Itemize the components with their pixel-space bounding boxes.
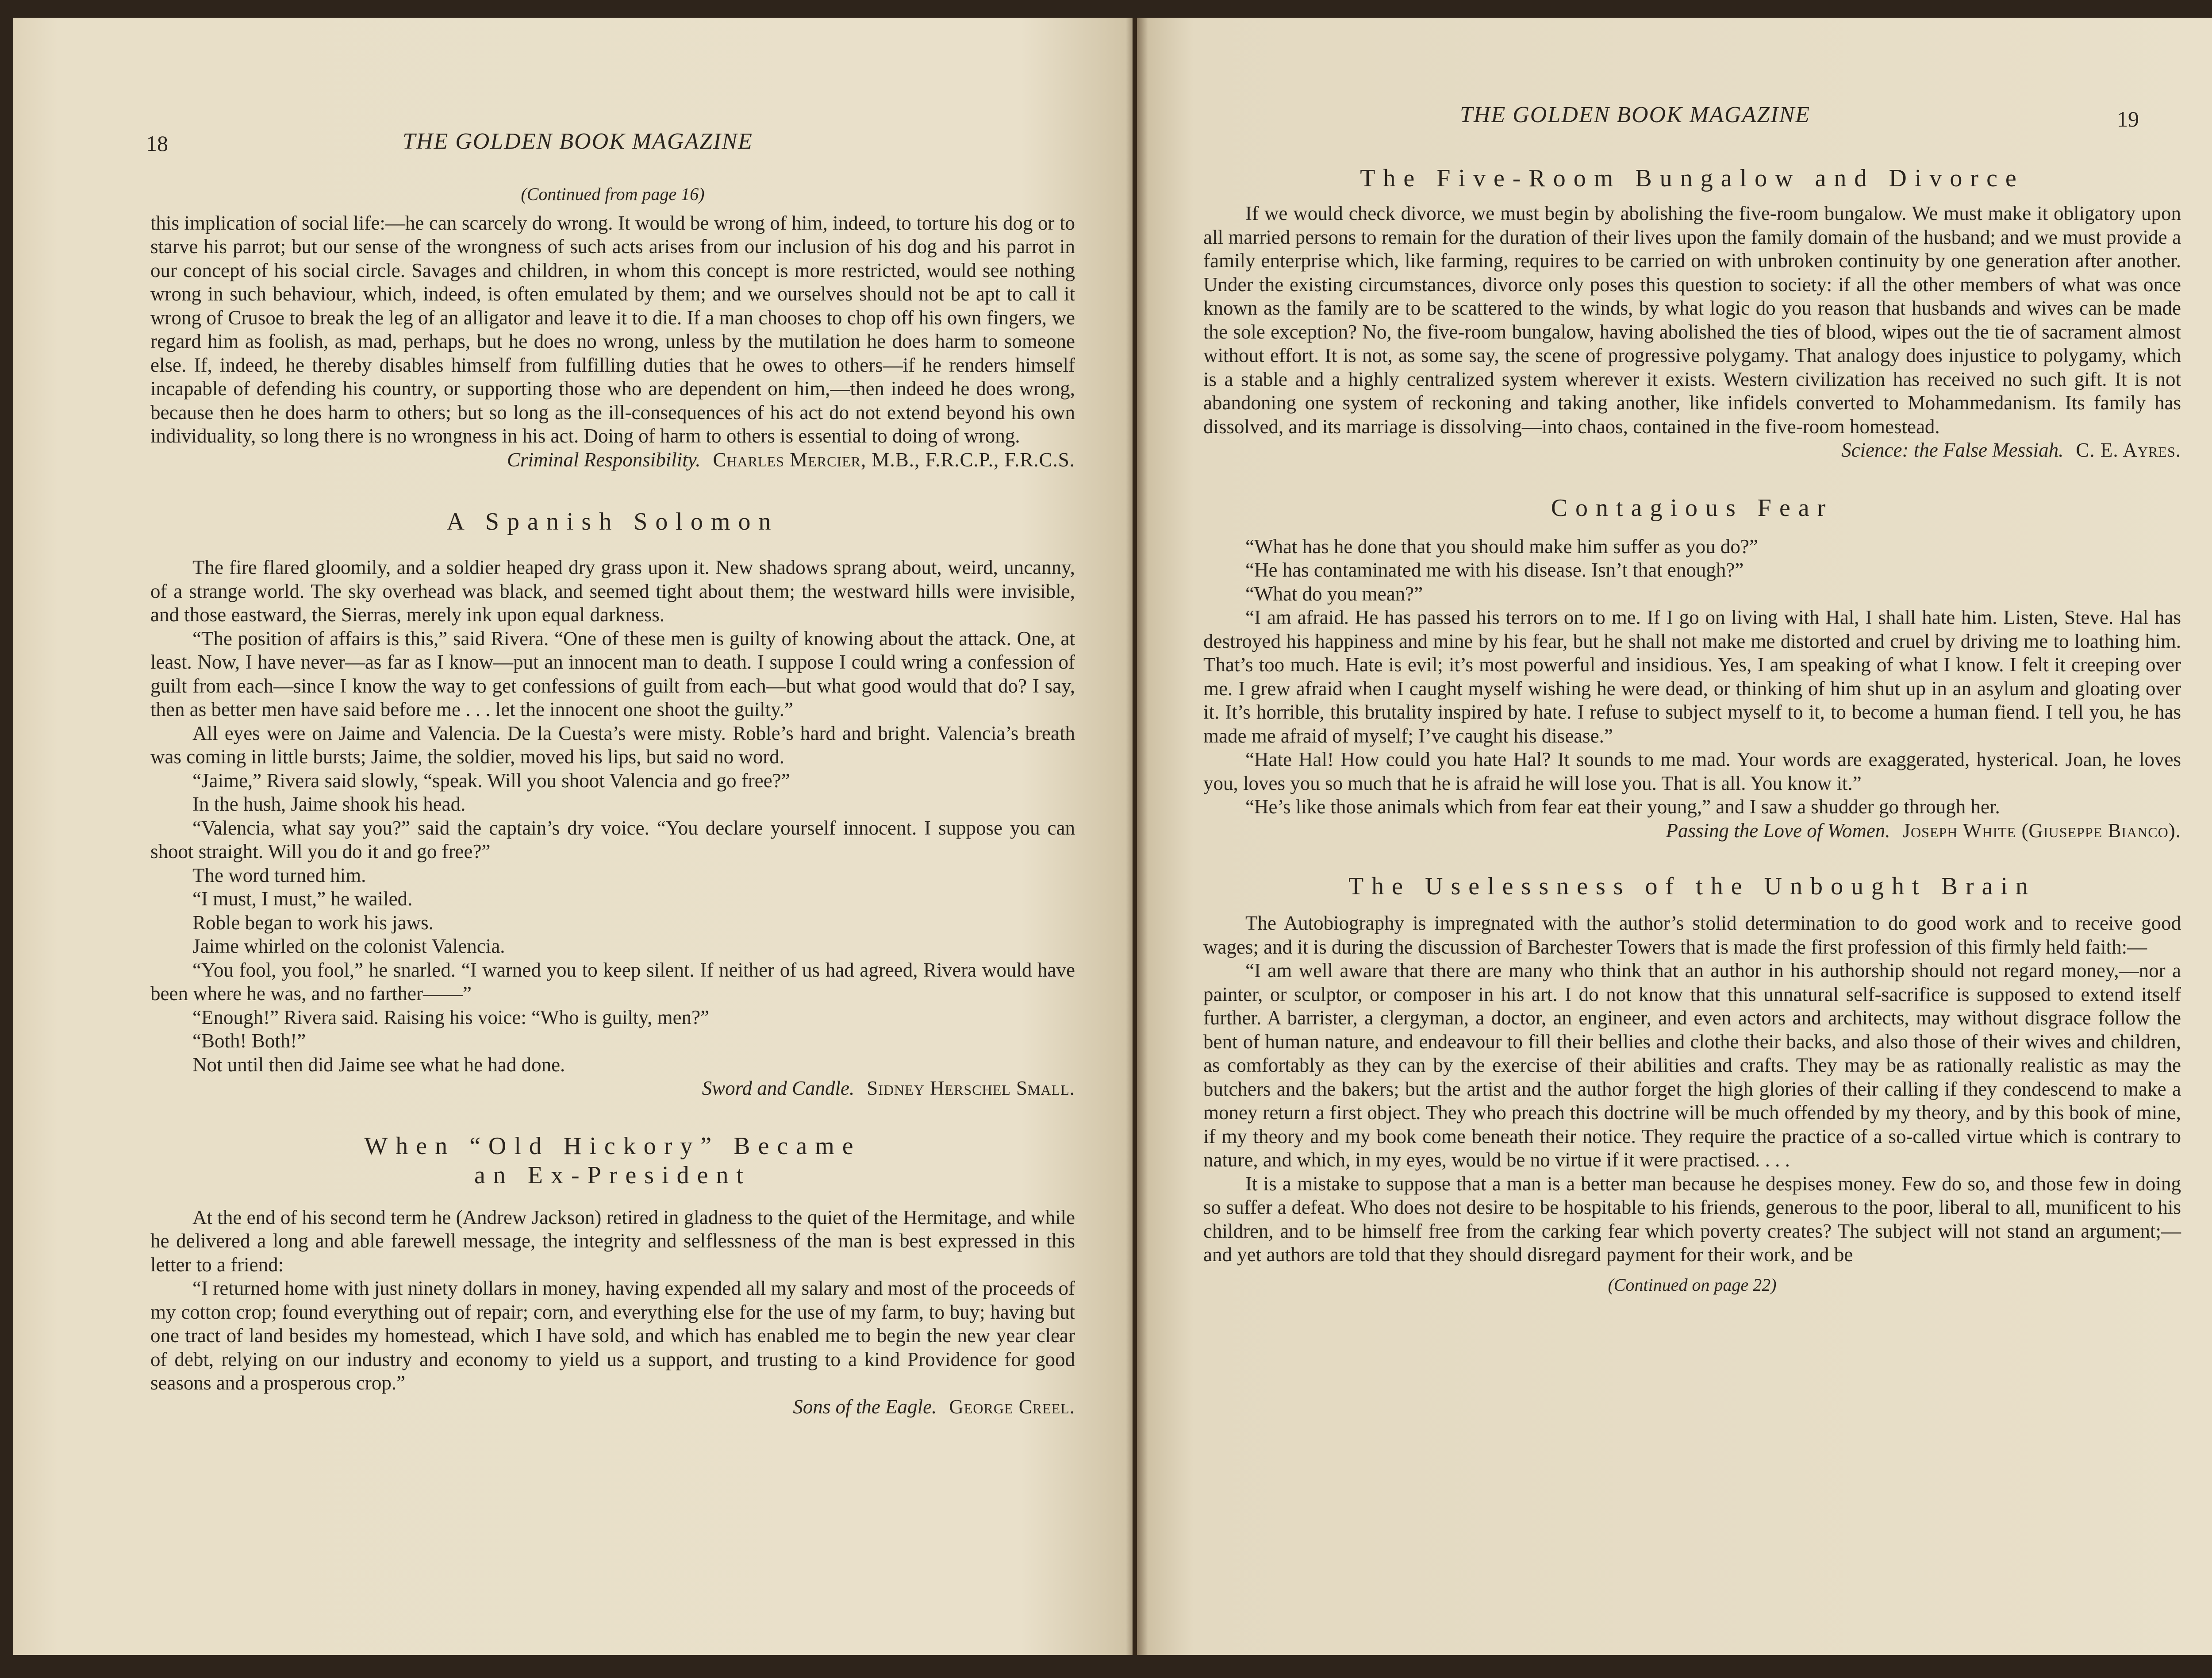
paragraph: “I must, I must,” he wailed. xyxy=(192,888,413,910)
paragraph: “You fool, you fool,” he snarled. “I warned you to keep silent. If neither of us had agreed, Rivera would have been where he was, and no farther——” xyxy=(150,958,1075,1004)
paragraph: The fire flared gloomily, and a soldier heaped dry grass upon it. New shadows sprang about, weird, uncanny, of a strange world. The sky overhead was black, and seemed tight about them; the westward hills were invisible, and those eastward, the Sierras, merely ink upon equal darkness. xyxy=(150,556,1075,626)
source-attribution xyxy=(1203,439,2181,462)
continued-from-note: (Continued from page 16) xyxy=(521,184,705,204)
paragraph: “Jaime,” Rivera said slowly, “speak. Will you shoot Valencia and go free?” xyxy=(192,769,790,792)
source-author: Joseph White (Giuseppe Bianco). xyxy=(1902,819,2181,842)
paragraph: “Hate Hal! How could you hate Hal? It sounds to me mad. Your words are exaggerated, hysterical. Joan, he loves you, loves you so much that he is afraid he will lose you. That is all. You know it.” xyxy=(1203,748,2181,794)
source-title: Passing the Love of Women. xyxy=(1666,819,1890,842)
article-title: Contagious Fear xyxy=(1551,494,1834,522)
paragraph: Roble began to work his jaws. xyxy=(192,911,434,934)
left-column xyxy=(13,18,1133,1655)
right-column xyxy=(1137,18,2212,1655)
paragraph: In the hush, Jaime shook his head. xyxy=(192,793,466,815)
paragraph: “What has he done that you should make him suffer as you do?” xyxy=(1245,535,1758,558)
paragraph: The word turned him. xyxy=(192,864,366,886)
paragraph: “I am afraid. He has passed his terrors on to me. If I go on living with Hal, I shall hate him. Listen, Steve. Hal has destroyed his happiness and mine by his fear, but he shall not make me distorted and cruel by driving me to loathing him. That’s too much. Hate is evil; it’s most powerful and insidious. Yes, I am speaking of what I know. I felt it creeping over me. I grew afraid when I caught myself wishing he were dead, or thinking of him shut up in an asylum and gloating over it. It’s horrible, this brutality inspired by hate. I refuse to subject myself to it, to become a human fiend. I tell you, he has made me afraid of myself; I’ve caught his disease.” xyxy=(1203,606,2181,747)
article-title: When “Old Hickory” Became xyxy=(364,1132,861,1160)
source-title: Sword and Candle. xyxy=(702,1077,855,1099)
paragraph: Not until then did Jaime see what he had done. xyxy=(192,1053,565,1076)
paragraph: “He has contaminated me with his disease. Isn’t that enough?” xyxy=(1245,559,1744,581)
paragraph: At the end of his second term he (Andrew Jackson) retired in gladness to the quiet of the Hermitage, and while he delivered a long and able farewell message, the integrity and selflessness of the man is best expressed in this letter to a friend: xyxy=(150,1206,1075,1276)
article-title: The Uselessness of the Unbought Brain xyxy=(1348,873,2036,900)
source-author: C. E. Ayres. xyxy=(2076,439,2181,461)
article-title-line2: an Ex-President xyxy=(474,1161,752,1189)
paragraph: this implication of social life:—he can scarcely do wrong. It would be wrong of him, indeed, to torture his dog or to starve his parrot; but our sense of the wrongness of such acts arises from our inclusion of his dog and his parrot in our concept of his social circle. Savages and children, in whom this concept is more restricted, would see nothing wrong in such behaviour, which, indeed, is often emulated by them; and we ourselves should not be apt to call it wrong of Crusoe to break the leg of an alligator and leave it to die. If a man chooses to chop off his own fingers, we regard him as foolish, as mad, perhaps, but he does no wrong, unless by the mutilation he does harm to someone else. If, indeed, he thereby disables himself from fulfilling duties that he owes to others—if he renders himself incapable of defending his country, or supporting those who are dependent on him,—then indeed he does wrong, because then he does harm to others; but so long as the ill-consequences of his act do not extend beyond his own individuality, so long there is no wrongness in his act. Doing of harm to others is essential to doing of wrong. xyxy=(150,212,1075,447)
paragraph: If we would check divorce, we must begin by abolishing the five-room bungalow. We must make it obligatory upon all married persons to remain for the duration of their lives upon the family domain of the husband; and we must provide a family enterprise which, like farming, requires to be carried on with unbroken continuity by one generation after another. Under the existing circumstances, divorce only poses this question to society: if all the other members of what was once known as the family are to be scattered to the winds, by what logic do you reason that husbands and wives can be made the sole exception? No, the five-room bungalow, having abolished the ties of blood, wipes out the tie of sacrament almost without effort. It is not, as some say, the scene of progressive polygamy. That analogy does injustice to polygamy, which is a stable and a highly centralized system wherever it exists. Western civilization has received no such gift. It is not abandoning one system of reckoning and taking another, like infidels converted to Mohammedanism. Its family has dissolved, and its marriage is dissolving—into chaos, contained in the five-room homestead. xyxy=(1203,202,2181,438)
source-title: Criminal Responsibility. xyxy=(507,448,701,471)
page-number: 19 xyxy=(2117,107,2139,131)
continued-on-note: (Continued on page 22) xyxy=(1608,1274,1777,1295)
paragraph: “He’s like those animals which from fear eat their young,” and I saw a shudder go through her. xyxy=(1245,796,2000,818)
running-head: THE GOLDEN BOOK MAGAZINE xyxy=(403,129,753,154)
left-page xyxy=(13,18,1133,1655)
paragraph: All eyes were on Jaime and Valencia. De la Cuesta’s were misty. Roble’s hard and bright. Valencia’s breath was coming in little bursts; Jaime, the soldier, moved his lips, but said no word. xyxy=(150,722,1075,768)
paragraph: It is a mistake to suppose that a man is a better man because he despises money. Few do so, and those few in doing so suffer a defeat. Who does not desire to be hospitable to his friends, generous to the poor, liberal to all, munificent to his children, and to be himself free from the carking fear which poverty creates? The subject will not stand an argument;—and yet authors are told that they should disregard payment for their work, and be xyxy=(1203,1172,2181,1266)
paragraph: “Enough!” Rivera said. Raising his voice: “Who is guilty, men?” xyxy=(192,1006,710,1028)
book-gutter xyxy=(1126,18,1148,1655)
paragraph: “I am well aware that there are many who think that an author in his authorship should not regard money,—nor a painter, or sculptor, or composer in his art. I do not know that this unnatural self-sacrifice is supposed to extend itself further. A barrister, a clergyman, a doctor, an engineer, and even actors and architects, may without disgrace follow the bent of human nature, and endeavour to fill their bellies and clothe their backs, and also those of their wives and children, as comfortably as they can by the exercise of their abilities and crafts. They may be as rationally realistic as may the butchers and the bakers; but the artist and the author forget the high glories of their calling if they condescend to make a money return a first object. They who preach this doctrine will be much offended by my theory, and by this book of mine, if my theory and my book come beneath their notice. They require the practice of a so-called virtue which is contrary to nature, and which, in my eyes, would be no virtue if it were practised. . . . xyxy=(1203,959,2181,1171)
paragraph: Jaime whirled on the colonist Valencia. xyxy=(192,935,505,957)
source-author: George Creel. xyxy=(949,1395,1075,1418)
source-attribution xyxy=(150,1395,1075,1419)
paragraph: “I returned home with just ninety dollars in money, having expended all my salary and most of the proceeds of my cotton crop; found everything out of repair; corn, and everything else for the use of my farm, to buy; having but one tract of land besides my homestead, which I have sold, and which has enabled me to begin the new year clear of debt, relying on our industry and economy to yield us a support, and trusting to a kind Providence for good seasons and a prosperous crop.” xyxy=(150,1277,1075,1394)
source-attribution xyxy=(150,1077,1075,1101)
source-title: Science: the False Messiah. xyxy=(1841,439,2064,461)
page-number: 18 xyxy=(146,131,168,156)
source-title: Sons of the Eagle. xyxy=(793,1395,937,1418)
running-head: THE GOLDEN BOOK MAGAZINE xyxy=(1460,102,1810,127)
source-author: Charles Mercier, M.B., F.R.C.P., F.R.C.S. xyxy=(713,448,1075,471)
article-title: The Five-Room Bungalow and Divorce xyxy=(1360,165,2024,192)
paragraph: “Valencia, what say you?” said the captain’s dry voice. “You declare yourself innocent. I suppose you can shoot straight. Will you do it and go free?” xyxy=(150,816,1075,862)
source-attribution xyxy=(150,448,1075,472)
paragraph: “What do you mean?” xyxy=(1245,582,1423,605)
paragraph: The Autobiography is impregnated with the author’s stolid determination to do good work and to receive good wages; and it is during the discussion of Barchester Towers that is made the first profession of this firmly held faith:— xyxy=(1203,912,2181,958)
paragraph: “The position of affairs is this,” said Rivera. “One of these men is guilty of knowing about the attack. One, at least. Now, I have never—as far as I know—put an innocent man to death. I suppose I could wring a confession of guilt from each—since I know the way to get confessions of guilt from each—but what good would that do? I say, then as better men have said before me . . . let the innocent one shoot the guilty.” xyxy=(150,627,1075,720)
source-author: Sidney Herschel Small. xyxy=(867,1077,1075,1099)
source-attribution xyxy=(1203,819,2181,843)
paragraph: “Both! Both!” xyxy=(192,1030,306,1052)
right-page xyxy=(1137,18,2212,1655)
article-title: A Spanish Solomon xyxy=(446,508,779,535)
